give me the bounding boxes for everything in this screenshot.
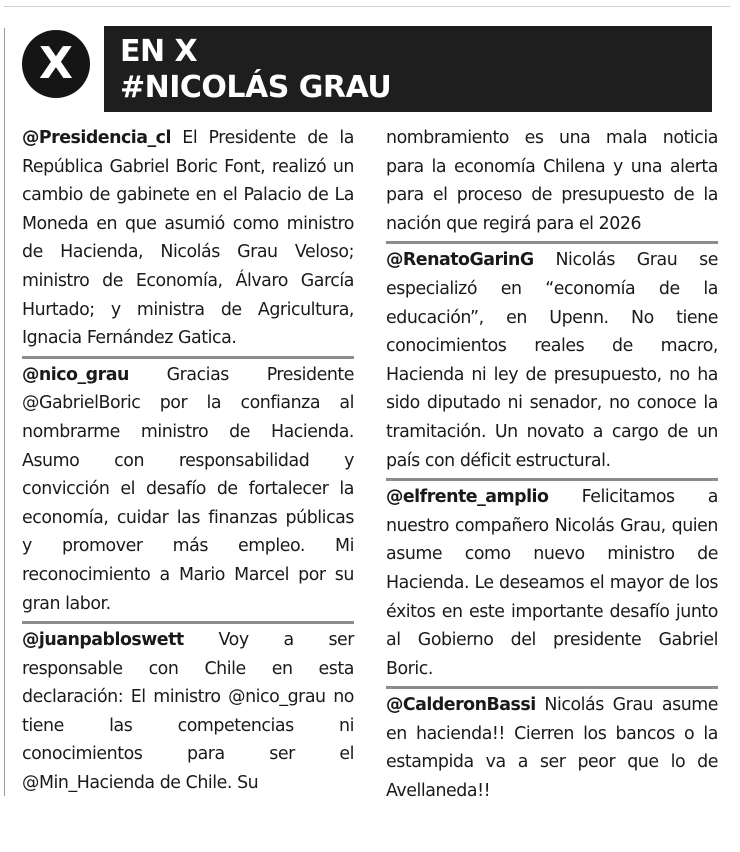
post-handle[interactable]: @juanpabloswett: [22, 630, 184, 651]
post-handle[interactable]: @nico_grau: [22, 364, 129, 385]
post-text: El Presidente de la República Gabriel Boric Font, realizó un cambio de gabinete en el Palacio de La Moneda en que asumió como ministro de Hacienda, Nicolás Grau Veloso; ministro de Economía, Álvaro García Hurtado; y ministra de Agricultura, Ignacia Fernández Gatica.: [22, 128, 355, 349]
post-text: Gracias Presidente @GabrielBoric por la confianza al nombrarme ministro de Hacienda. Asumo con responsabilidad y convicción el desafío de fortalecer la economía, cuidar las finanzas públicas y promover más empleo. Mi reconocimiento a Mario Marcel por su gran labor.: [22, 364, 355, 614]
post-handle[interactable]: @CalderonBassi: [386, 695, 536, 716]
top-rule: [4, 6, 730, 7]
post-text: Voy a ser responsable con Chile en esta declaración: El ministro @nico_grau no tiene las competencias ni conocimientos para ser el @Min_Hacienda de Chile. Su: [22, 630, 354, 794]
post-text-continuation: nombramiento es una mala noticia para la economía Chilena y una alerta para el proceso de presupuesto de la nación que regirá para el 2026: [386, 128, 718, 234]
left-column: [22, 124, 354, 801]
post-presidencia: [22, 124, 354, 356]
post-handle[interactable]: @Presidencia_cl: [22, 128, 171, 148]
x-logo-icon: X: [22, 30, 90, 98]
post-text: Nicolás Grau se especializó en “economía de la educación”, en Upenn. No tiene conocimientos reales de macro, Hacienda ni ley de presupuesto, no ha sido diputado ni senador, no conoce la tramitación. Un novato a cargo de un país con déficit estructural.: [386, 250, 718, 471]
section-title-line-2: #NICOLÁS GRAU: [120, 70, 392, 105]
right-column: [386, 124, 718, 809]
post-handle[interactable]: @elfrente_amplio: [386, 487, 549, 508]
section-header: [22, 26, 712, 112]
post-handle[interactable]: @RenatoGarinG: [386, 250, 534, 271]
post-calderonbassi: [386, 686, 718, 808]
post-juanpabloswett: [22, 621, 354, 801]
post-text: Nicolás Grau asume en hacienda!! Cierren los bancos o la estampida va a ser peor que lo de Avellaneda!!: [386, 695, 719, 802]
section-title-line-1: EN X: [120, 34, 198, 69]
post-elfrente-amplio: [386, 478, 718, 686]
post-juanpabloswett-continued: [386, 124, 718, 241]
post-nico-grau: [22, 356, 354, 621]
title-bar: [104, 26, 712, 112]
post-renatogarin: [386, 241, 718, 478]
post-text: Felicitamos a nuestro compañero Nicolás Grau, quien asume como nuevo ministro de Hacienda. Le deseamos el mayor de los éxitos en este importante desafío junto al Gobierno del presidente Gabriel Boric.: [386, 487, 719, 679]
left-rule: [4, 28, 5, 796]
